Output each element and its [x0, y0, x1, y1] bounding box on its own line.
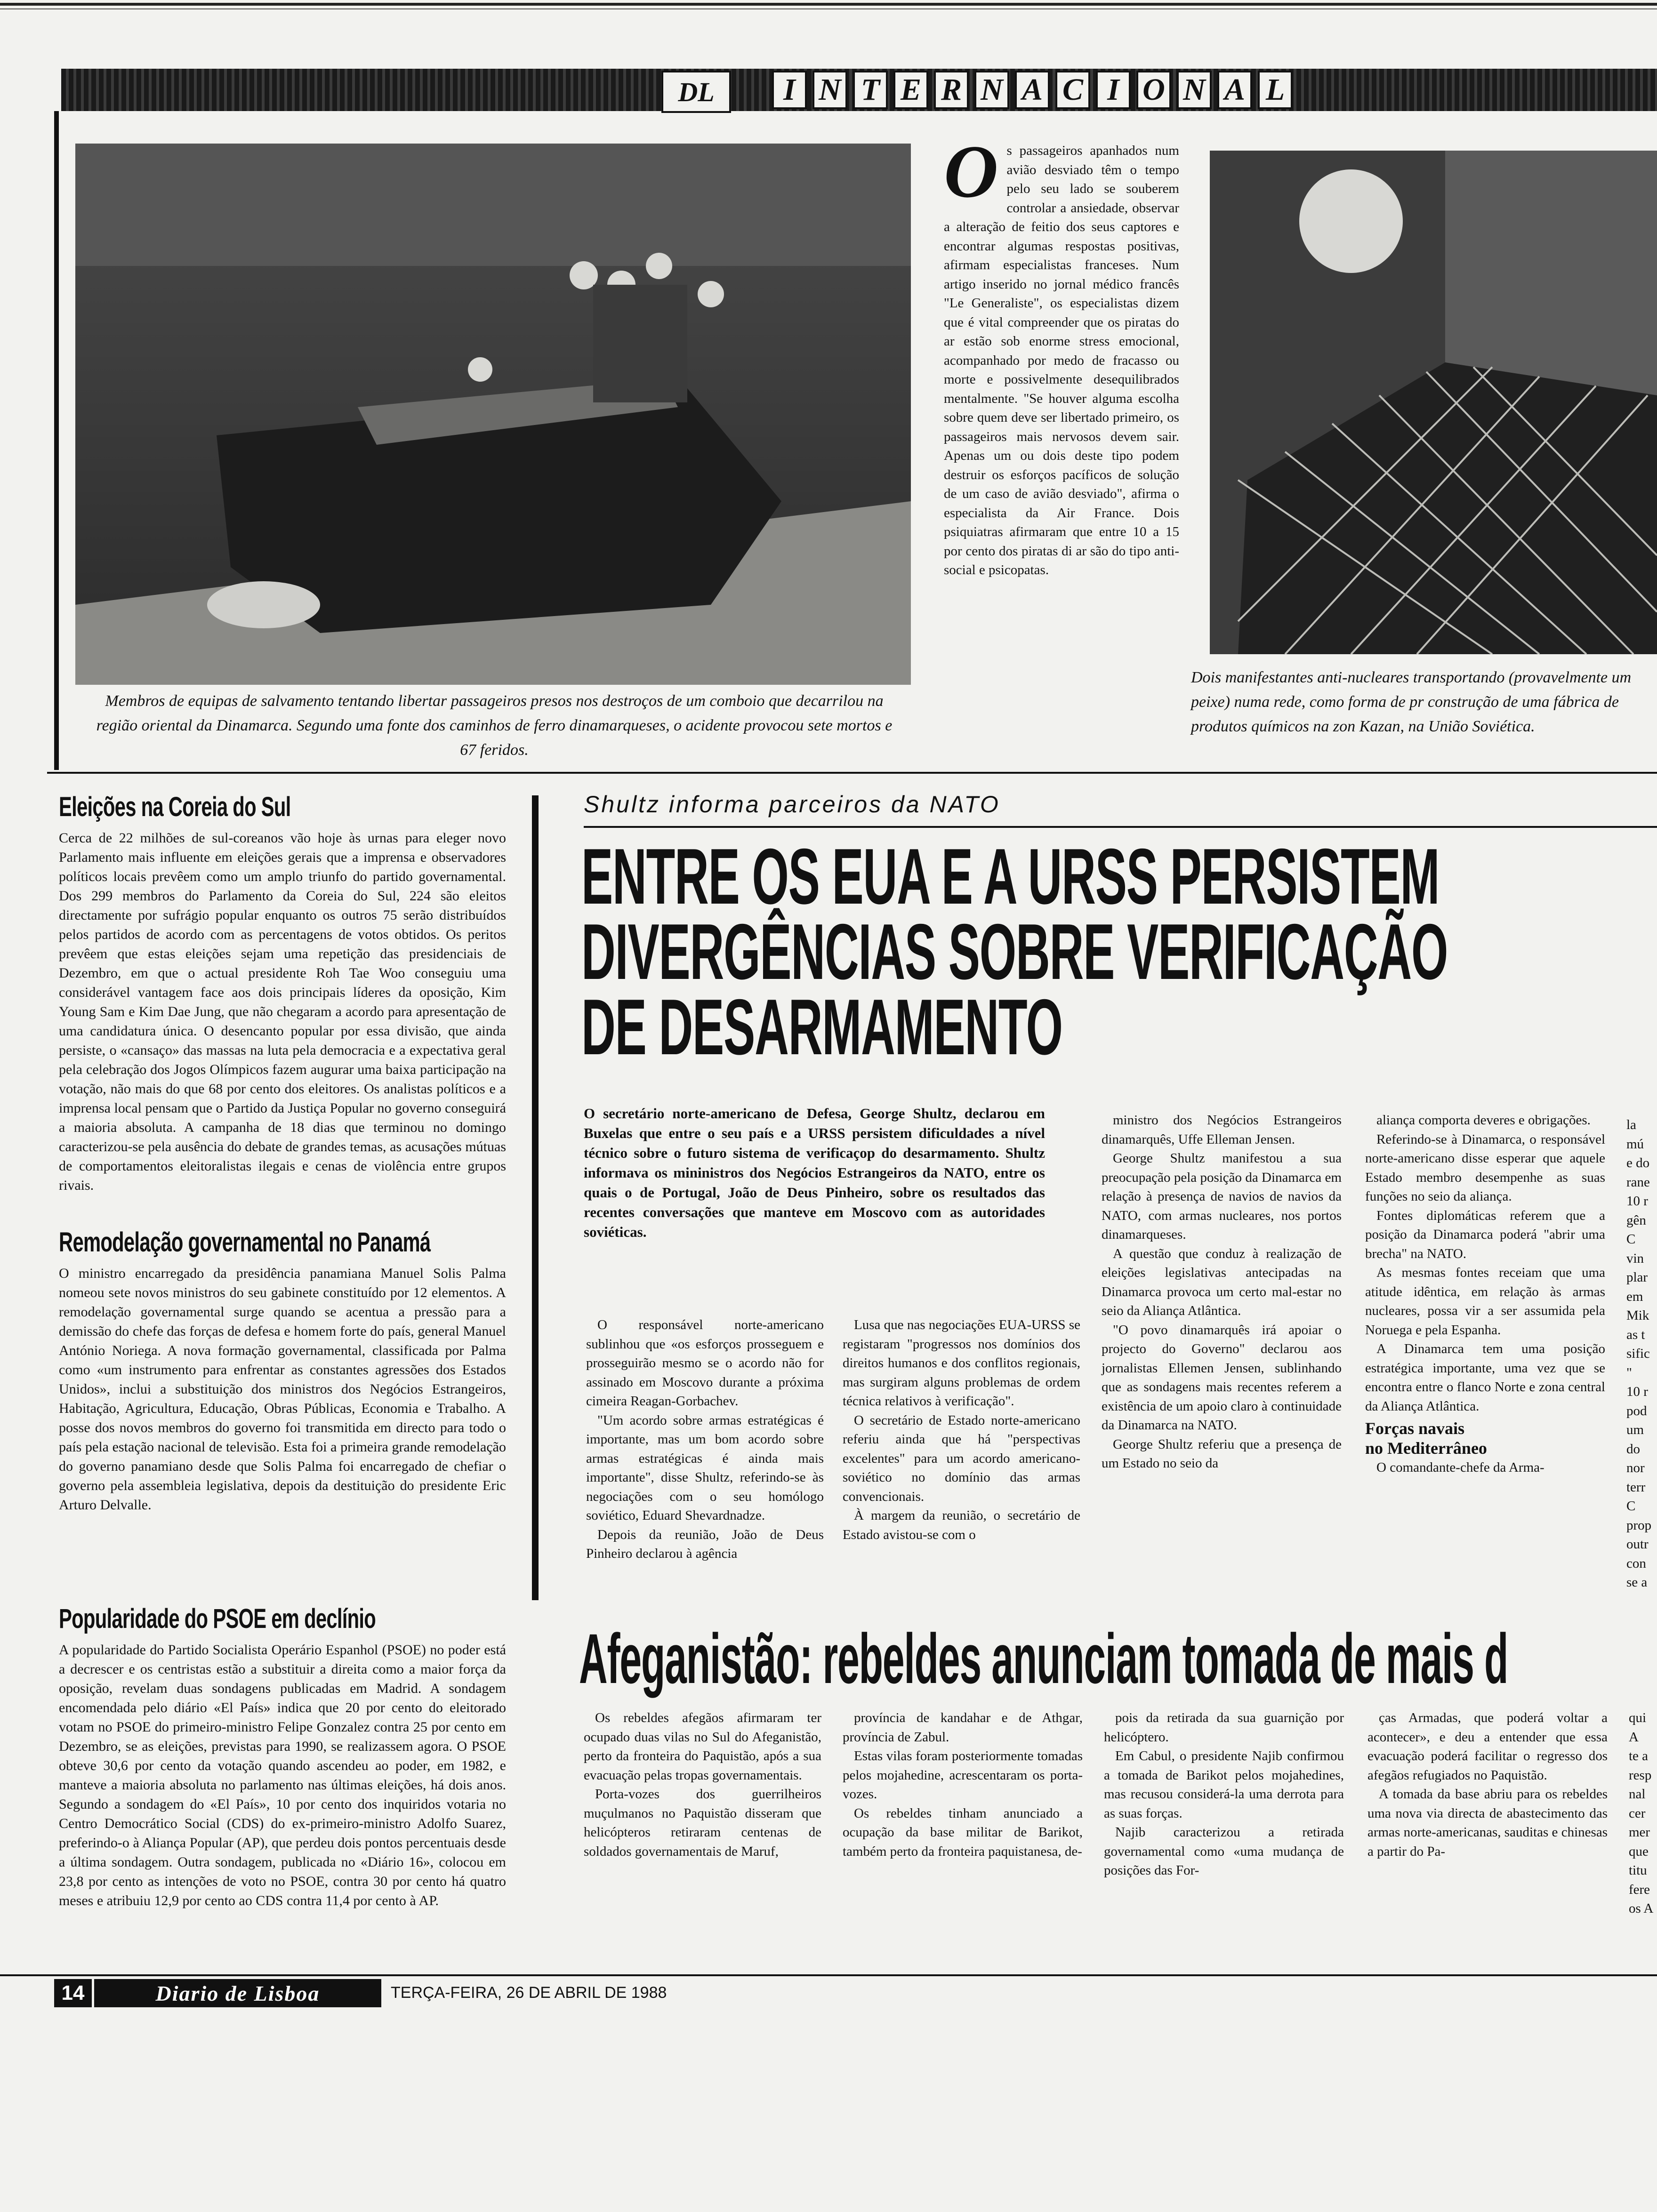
- photo-left-caption: Membros de equipas de salvamento tentando libertar passageiros presos nos destroços de um comboio que decarrilou na região oriental da Dinamarca. Segundo uma fonte dos caminhos de ferro dinamarqueses, o acidente provocou sete mortos e 67 feridos.: [96, 692, 893, 759]
- fragment: que: [1629, 1843, 1649, 1859]
- afeg-col-3: [1104, 1708, 1344, 1880]
- left-border-rule: [54, 111, 59, 770]
- fragment: do: [1626, 1441, 1640, 1457]
- paragraph: À margem da reunião, o secretário de Estado avistou-se com o: [843, 1508, 1080, 1542]
- paragraph: Os rebeldes tinham anunciado a ocupação da base militar de Barikot, também perto da fronteira paquistanesa, de-: [843, 1805, 1083, 1859]
- fragment: pod: [1626, 1403, 1647, 1419]
- fragment: prop: [1626, 1517, 1652, 1533]
- section-letter: N: [812, 71, 847, 109]
- paragraph: George Shultz referiu que a presença de um Estado no seio da: [1102, 1436, 1342, 1471]
- paper-name: Diario de Lisboa: [94, 1979, 381, 2007]
- fragment: mer: [1629, 1825, 1650, 1840]
- section-logo: DL: [661, 71, 731, 113]
- paragraph: Najib caracterizou a retirada governamental como «uma mudança de posições das For-: [1104, 1825, 1344, 1878]
- fragment: fere: [1629, 1882, 1650, 1897]
- section-letter: O: [1136, 71, 1171, 109]
- section-letter: A: [1015, 71, 1050, 109]
- dateline: TERÇA-FEIRA, 26 DE ABRIL DE 1988: [391, 1984, 667, 2002]
- paragraph: pois da retirada da sua guarnição por helicóptero.: [1104, 1710, 1344, 1745]
- fragment: resp: [1629, 1767, 1652, 1783]
- section-letter: E: [893, 71, 928, 109]
- paragraph: Lusa que nas negociações EUA-URSS se registaram "progressos nos domínios dos direitos humanos e dos conflitos regionais, mas surgiram alguns problemas de ordem técnica relativos à verificação".: [843, 1317, 1080, 1409]
- fragment: 10 r: [1626, 1194, 1648, 1209]
- fragment: mú: [1626, 1136, 1644, 1152]
- psoe-text: A popularidade do Partido Socialista Operário Espanhol (PSOE) no poder está a decrescer e os centristas estão a substituir a direita como a maior força da oposição, revelam duas sondagens publicadas em Madrid. A sondagem encomendada pelo diário «El País» indica que 20 por cento do eleitorado votam no PSOE do primeiro-ministro Felipe Gonzalez contra 25 por cento em Dezembro, se as eleições, previstas para 1990, se realizassem agora. O PSOE obteve 30,6 por cento da votação quando ascendeu ao poder, em 1982, e manteve a maioria absoluta no parlamento nas últimas eleições, há dois anos. Segundo a sondagem do «El País», 10 por cento dos inquiridos votaria no Centro Democrático Social (CDS) do ex-primeiro-ministro Adolfo Suarez, preferindo-o à Aliança Popular (AP), que perdeu dois pontos percentuais desde a última sondagem. Outra sondagem, publicada no «Diário 16», colocou em 23,8 por cento as intenções de voto no PSOE, contra 30 por cento há quatro meses e atribuiu 12,9 por cento ao CDS contra 11,4 por cento à AP.: [59, 1642, 506, 1908]
- subhead: Forças navais: [1365, 1419, 1464, 1438]
- section-letter: A: [1217, 71, 1252, 109]
- paragraph: ministro dos Negócios Estrangeiros dinamarquês, Uffe Elleman Jensen.: [1102, 1113, 1342, 1147]
- dropcap: O: [944, 129, 998, 213]
- nato-headline-3: DE DESARMAMENTO: [581, 983, 1062, 1071]
- nato-col-3: [1102, 1111, 1342, 1473]
- section-letter: N: [974, 71, 1009, 109]
- nato-col-4: [1365, 1111, 1605, 1477]
- hijack-article: [944, 129, 1179, 580]
- section-letter: I: [772, 71, 807, 109]
- fragment: plar: [1626, 1270, 1648, 1285]
- panama-text: O ministro encarregado da presidência panamiana Manuel Solis Palma nomeou sete novos ministros do seu gabinete constituído por 12 elementos. A remodelação governamental surge quando se acentua a pressão para a demissão do chefe das forças de defesa e homem forte do país, general Manuel António Noriega. A nova formação governamental, classificada por Palma como «um instrumento para enfrentar as constantes agressões dos Estados Unidos», inclui a substituição dos ministros dos Negócios Estrangeiros, Habitação, Agricultura, Educação, Obras Públicas, Economia e Trabalho. A posse dos novos membros do governo foi transmitida em directo para todo o país pela estação nacional de televisão. Esta foi a primeira grande remodelação do governo panamiano desde que Solis Palma foi encarregado de chefiar o governo pela assembleia legislativa, depois da destituição do presidente Eric Arturo Delvalle.: [59, 1265, 506, 1513]
- fragment: A: [1629, 1729, 1639, 1745]
- psoe-title: Popularidade do PSOE em declínio: [59, 1603, 376, 1634]
- paragraph: Em Cabul, o presidente Najib confirmou a tomada de Barikot pelos mojahedines, mas recusou considerá-la uma derrota para as suas forças.: [1104, 1748, 1344, 1821]
- fragment: C: [1626, 1499, 1636, 1514]
- photo-train-derailment: [75, 144, 911, 685]
- paragraph: A questão que conduz à realização de eleições legislativas antecipadas na Dinamarca provoca um certo mal-estar no seio da Aliança Atlântica.: [1102, 1246, 1342, 1318]
- fragment: sific: [1626, 1346, 1650, 1361]
- nato-headline-1: ENTRE OS EUA E A URSS PERSISTEM: [581, 832, 1440, 921]
- paragraph: Fontes diplomáticas referem que a posição da Dinamarca poderá "abrir uma brecha" na NATO.: [1365, 1208, 1605, 1261]
- section-letter: R: [934, 71, 969, 109]
- paragraph: Porta-vozes dos guerrilheiros muçulmanos no Paquistão disseram que helicópteros retiraram centenas de soldados governamentais de Maruf,: [584, 1787, 821, 1859]
- page-number: 14: [54, 1979, 92, 2007]
- paragraph: "Um acordo sobre armas estratégicas é importante, mas um bom acordo sobre armas estratégicas é ainda mais importante", disse Shultz, referindo-se às negociações com o seu homólogo soviético, Eduard Shevardnadze.: [586, 1412, 824, 1523]
- paragraph: Estas vilas foram posteriormente tomadas pelos mojahedine, acrescentaram os porta-vozes.: [843, 1748, 1083, 1802]
- nato-lead: O secretário norte-americano de Defesa, George Shultz, declarou em Buxelas que entre o seu país e a URSS persistem dificuldades a nível técnico sobre o futuro sistema de verificaçop do desarmamento. Shultz informava os mininistros dos Negócios Estrangeiros da NATO, entre os quais o de Portugal, João de Deus Pinheiro, sobre os resultados das recentes conversações que manteve em Moscovo com as autoridades soviéticas.: [584, 1105, 1045, 1240]
- coreia-text: Cerca de 22 milhões de sul-coreanos vão hoje às urnas para eleger novo Parlamento mais influente em eleições gerais que a imprensa e observadores políticos locais prevêem como um amplo triunfo do partido governamental. Dos 299 membros do Parlamento da Coreia do Sul, 224 são eleitos directamente por sufrágio popular enquanto os outros 75 serão distribuídos pelos partidos de acordo com as percentagens de votos obtidos. Os peritos prevêem que estas eleições sejam uma repetição das presidenciais de Dezembro, em que o actual presidente Roh Tae Woo conseguiu uma considerável vantagem face aos dois principais líderes da oposição, Kim Young Sam e Kim Dae Jung, que não chegaram a acordo para apresentação de uma candidatura única. O desencanto popular por essa divisão, que ainda persiste, o «cansaço» das massas na luta pela democracia e a expectativa geral pela celebração dos Jogos Olímpicos fazem augurar uma baixa participação na votação, não mais do que 68 por cento dos eleitores. Os analistas políticos e a imprensa local pensam que o Partido da Justiça Popular no governo conseguirá a maioria absoluta. A campanha de 18 dias que terminou no domingo caracterizou-se pela ausência do debate de grandes temas, as acusações mútuas de comportamentos eleitoralistas ilegais e cenas de violência entre grupos rivais.: [59, 830, 506, 1193]
- fragment: rane: [1626, 1174, 1650, 1190]
- nato-kicker: Shultz informa parceiros da NATO: [584, 791, 1000, 817]
- brief-coreia: [59, 793, 506, 1195]
- fragment: con: [1626, 1555, 1646, 1571]
- paragraph: província de kandahar e de Athgar, província de Zabul.: [843, 1710, 1083, 1745]
- paragraph: As mesmas fontes receiam que uma atitude idêntica, em relação às armas nucleares, possa vir a ser assumida pela Noruega e pela Espanha.: [1365, 1265, 1605, 1338]
- fragment: os A: [1629, 1901, 1654, 1916]
- fragment: C: [1626, 1232, 1636, 1247]
- subhead: no Mediterrâneo: [1365, 1439, 1487, 1458]
- fragment: 10 r: [1626, 1384, 1648, 1399]
- fragment: as t: [1626, 1327, 1645, 1342]
- afeg-col-1: [584, 1708, 821, 1861]
- photo-bottom-rule: [47, 772, 1657, 774]
- train-wreck-illustration: [75, 144, 911, 685]
- afeg-col-5-cut: [1629, 1708, 1657, 1918]
- fragment: um: [1626, 1422, 1644, 1437]
- afeganistao-headline: Afeganistão: rebeldes anunciam tomada de mais d: [579, 1619, 1508, 1698]
- top-rule: [0, 3, 1657, 6]
- fish-net-illustration: [1210, 151, 1657, 654]
- fragment: titu: [1629, 1863, 1647, 1878]
- section-letter: C: [1055, 71, 1090, 109]
- nato-col-1: [586, 1315, 824, 1563]
- afeg-col-2: [843, 1708, 1083, 1861]
- fragment: vin: [1626, 1250, 1644, 1266]
- fragment: se a: [1626, 1575, 1648, 1590]
- kicker-rule: [584, 826, 1657, 828]
- section-name: [772, 71, 1298, 109]
- top-rule-thin: [0, 8, 1657, 9]
- fragment: te a: [1629, 1748, 1649, 1763]
- fragment: nal: [1629, 1787, 1646, 1802]
- paragraph: Os rebeldes afegãos afirmaram ter ocupado duas vilas no Sul do Afeganistão, perto da fronteira do Paquistão, após a sua evacuação pelas tropas governamentais.: [584, 1710, 821, 1783]
- fragment: em: [1626, 1289, 1643, 1304]
- brief-panama: [59, 1228, 506, 1515]
- fragment: outr: [1626, 1537, 1649, 1552]
- nato-col-5-cut: [1626, 1115, 1657, 1592]
- fragment: qui: [1629, 1710, 1647, 1725]
- section-letter: N: [1177, 71, 1212, 109]
- photo-anti-nuclear-protest: [1210, 151, 1657, 654]
- paragraph: O secretário de Estado norte-americano referiu ainda que há "perspectivas excelentes" para um acordo americano-soviético no domínio das armas convencionais.: [843, 1412, 1080, 1504]
- fragment: terr: [1626, 1479, 1646, 1495]
- section-letter: L: [1258, 71, 1293, 109]
- hijack-text: s passageiros apanhados num avião desviado têm o tempo pelo seu lado se souberem controlar a ansiedade, observar a alteração de feitio dos seus captores e encontrar algumas respostas positivas, afirmam especialistas franceses. Num artigo inserido no jornal médico francês "Le Generaliste", os especialistas dizem que é vital compreender que os piratas do ar estão sob enorme stress emocional, acompanhado por medo de fracasso ou morte e possivelmente desequilibrados mentalmente. "Se houver alguma escolha sobre quem deve ser libertado primeiro, os passageiros mais nervosos devem sair. Apenas um ou dois deste tipo podem destruir os esforços pacíficos de solução de um caso de avião desviado", afirma o especialista da Air France. Dois psiquiatras afirmaram que entre 10 a 15 por cento dos piratas di ar são do tipo anti-social e psicopatas.: [944, 143, 1179, 577]
- paragraph: A Dinamarca tem uma posição estratégica importante, uma vez que se encontra entre o flanco Norte e zona central da Aliança Atlântica.: [1365, 1341, 1605, 1414]
- paragraph: aliança comporta deveres e obrigações.: [1376, 1113, 1591, 1128]
- paragraph: Depois da reunião, João de Deus Pinheiro declarou à agência: [586, 1527, 824, 1561]
- paragraph: O comandante-chefe da Arma-: [1376, 1460, 1544, 1475]
- panama-title: Remodelação governamental no Panamá: [59, 1227, 431, 1258]
- paragraph: Referindo-se à Dinamarca, o responsável norte-americano disse esperar que aquele Estado membro desempenhe as suas funções no seio da aliança.: [1365, 1131, 1605, 1204]
- photo-right-caption: Dois manifestantes anti-nucleares transportando (provavelmente um peixe) numa rede, como forma de pr construção de uma fábrica de produtos químicos na zon Kazan, na União Soviética.: [1191, 669, 1632, 735]
- footer-rule: [0, 1974, 1657, 1976]
- paragraph: A tomada da base abriu para os rebeldes uma nova via directa de abastecimento das armas norte-americanas, sauditas e chinesas a partir do Pa-: [1367, 1787, 1608, 1859]
- fragment: cer: [1629, 1805, 1646, 1821]
- fragment: Mik: [1626, 1308, 1649, 1323]
- nato-headline-2: DIVERGÊNCIAS SOBRE VERIFICAÇÃO: [581, 907, 1448, 996]
- fragment: ": [1626, 1365, 1632, 1380]
- brief-psoe: [59, 1605, 506, 1910]
- column-rule: [532, 795, 539, 1600]
- afeg-col-4: [1367, 1708, 1608, 1861]
- fragment: gên: [1626, 1212, 1646, 1228]
- fragment: e do: [1626, 1155, 1650, 1170]
- section-letter: T: [853, 71, 888, 109]
- fragment: nor: [1626, 1460, 1645, 1475]
- section-letter: I: [1096, 71, 1131, 109]
- nato-col-2: [843, 1315, 1080, 1544]
- fragment: la: [1626, 1117, 1636, 1132]
- paragraph: "O povo dinamarquês irá apoiar o projecto do Governo" declarou aos jornalistas Ellemen Jensen, sublinhando que as sondagens mais recentes referem a existência de um apoio claro à continuidade da Dinamarca na NATO.: [1102, 1322, 1342, 1433]
- paragraph: George Shultz manifestou a sua preocupação pela posição da Dinamarca em relação à presença de navios de navios da NATO, com armas nucleares, nos portos dinamarqueses.: [1102, 1151, 1342, 1242]
- paragraph: O responsável norte-americano sublinhou que «os esforços prosseguem e prosseguirão mesmo se o acordo não for assinado em Moscovo durante a próxima cimeira Reagan-Gorbachev.: [586, 1317, 824, 1409]
- paragraph: ças Armadas, que poderá voltar a acontecer», e deu a entender que essa evacuação poderá facilitar o regresso dos afegãos refugiados no Paquistão.: [1367, 1710, 1608, 1783]
- coreia-title: Eleições na Coreia do Sul: [59, 792, 291, 822]
